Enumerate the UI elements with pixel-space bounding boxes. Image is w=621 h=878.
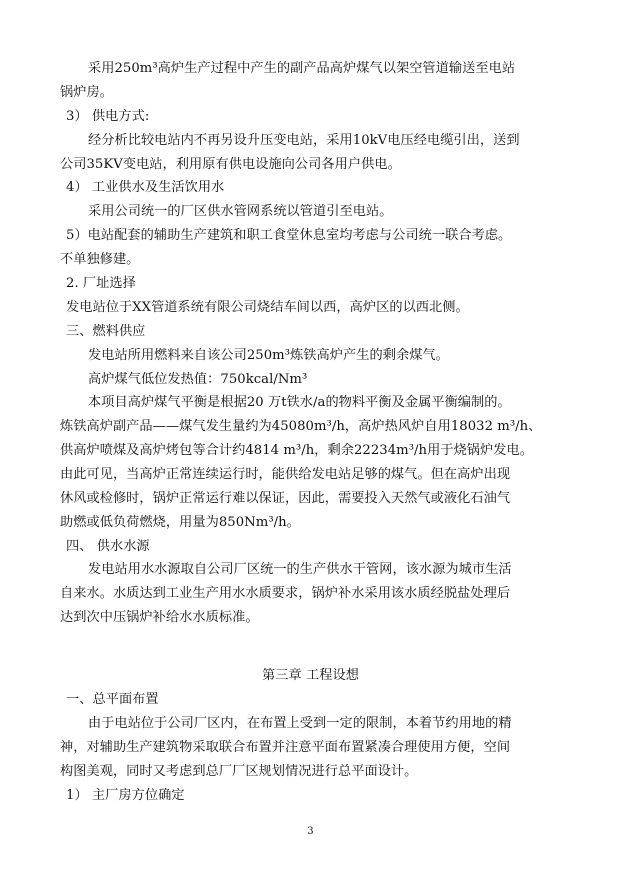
- paragraph-line: 助燃或低负荷燃烧，用量为850Nm³/h。: [60, 515, 300, 530]
- page-number: 3: [307, 826, 314, 837]
- chapter-title: 第三章 工程设想: [262, 668, 359, 683]
- list-item-heading: 3） 供电方式:: [66, 109, 150, 124]
- paragraph-line: 采用250m³高炉生产过程中产生的副产品高炉煤气以架空管道输送至电站: [88, 61, 516, 76]
- paragraph-line: 炼铁高炉副产品——煤气发生量约为45080m³/h，高炉热风炉自用18032 m³/h、: [60, 419, 542, 434]
- paragraph-line: 不单独修建。: [60, 252, 140, 267]
- paragraph-line: 5）电站配套的辅助生产建筑和职工食堂休息室均考虑与公司统一联合考虑。: [66, 228, 512, 243]
- paragraph-line: 由于电站位于公司厂区内，在布置上受到一定的限制，本着节约用地的精: [88, 716, 512, 731]
- paragraph-line: 高炉煤气低位发热值：750kcal/Nm³: [88, 372, 308, 387]
- paragraph-line: 发电站用水水源取自公司厂区统一的生产供水干管网，该水源为城市生活: [88, 562, 512, 577]
- paragraph-line: 锅炉房。: [60, 85, 113, 100]
- paragraph-line: 休风或检修时，锅炉正常运行难以保证，因此，需要投入天然气或液化石油气: [60, 491, 511, 506]
- paragraph-line: 本项目高炉煤气平衡是根据20 万t铁水/a的物料平衡及金属平衡编制的。: [88, 395, 511, 410]
- list-item-heading: 1） 主厂房方位确定: [66, 788, 185, 803]
- paragraph-line: 由此可见，当高炉正常连续运行时，能供给发电站足够的煤气。但在高炉出现: [60, 467, 511, 482]
- section-heading: 四、 供水水源: [66, 539, 150, 554]
- paragraph-line: 构图美观，同时又考虑到总厂厂区规划情况进行总平面设计。: [60, 764, 418, 779]
- paragraph-line: 采用公司统一的厂区供水管网系统以管道引至电站。: [88, 204, 393, 219]
- paragraph-line: 发电站位于XX管道系统有限公司烧结车间以西，高炉区的以西北侧。: [66, 300, 469, 315]
- paragraph-line: 达到次中压锅炉补给水水质标准。: [60, 610, 259, 625]
- section-heading: 三、燃料供应: [66, 324, 146, 339]
- paragraph-line: 神，对辅助生产建筑物采取联合布置并注意平面布置紧凑合理使用方便，空间: [60, 740, 511, 755]
- list-item-heading: 4） 工业供水及生活饮用水: [66, 180, 225, 195]
- section-heading: 一、总平面布置: [66, 692, 159, 707]
- paragraph-line: 发电站所用燃料来自该公司250m³炼铁高炉产生的剩余煤气。: [88, 348, 449, 363]
- section-heading: 2. 厂址选择: [66, 276, 136, 291]
- paragraph-line: 供高炉喷煤及高炉烤包等合计约4814 m³/h，剩余22234m³/h用于烧锅炉发电。: [60, 443, 533, 458]
- paragraph-line: 公司35KV变电站，利用原有供电设施向公司各用户供电。: [60, 157, 401, 172]
- paragraph-line: 经分析比较电站内不再另设升压变电站，采用10kV电压经电缆引出，送到: [88, 133, 520, 148]
- paragraph-line: 自来水。水质达到工业生产用水水质要求，锅炉补水采用该水质经脱盐处理后: [60, 586, 511, 601]
